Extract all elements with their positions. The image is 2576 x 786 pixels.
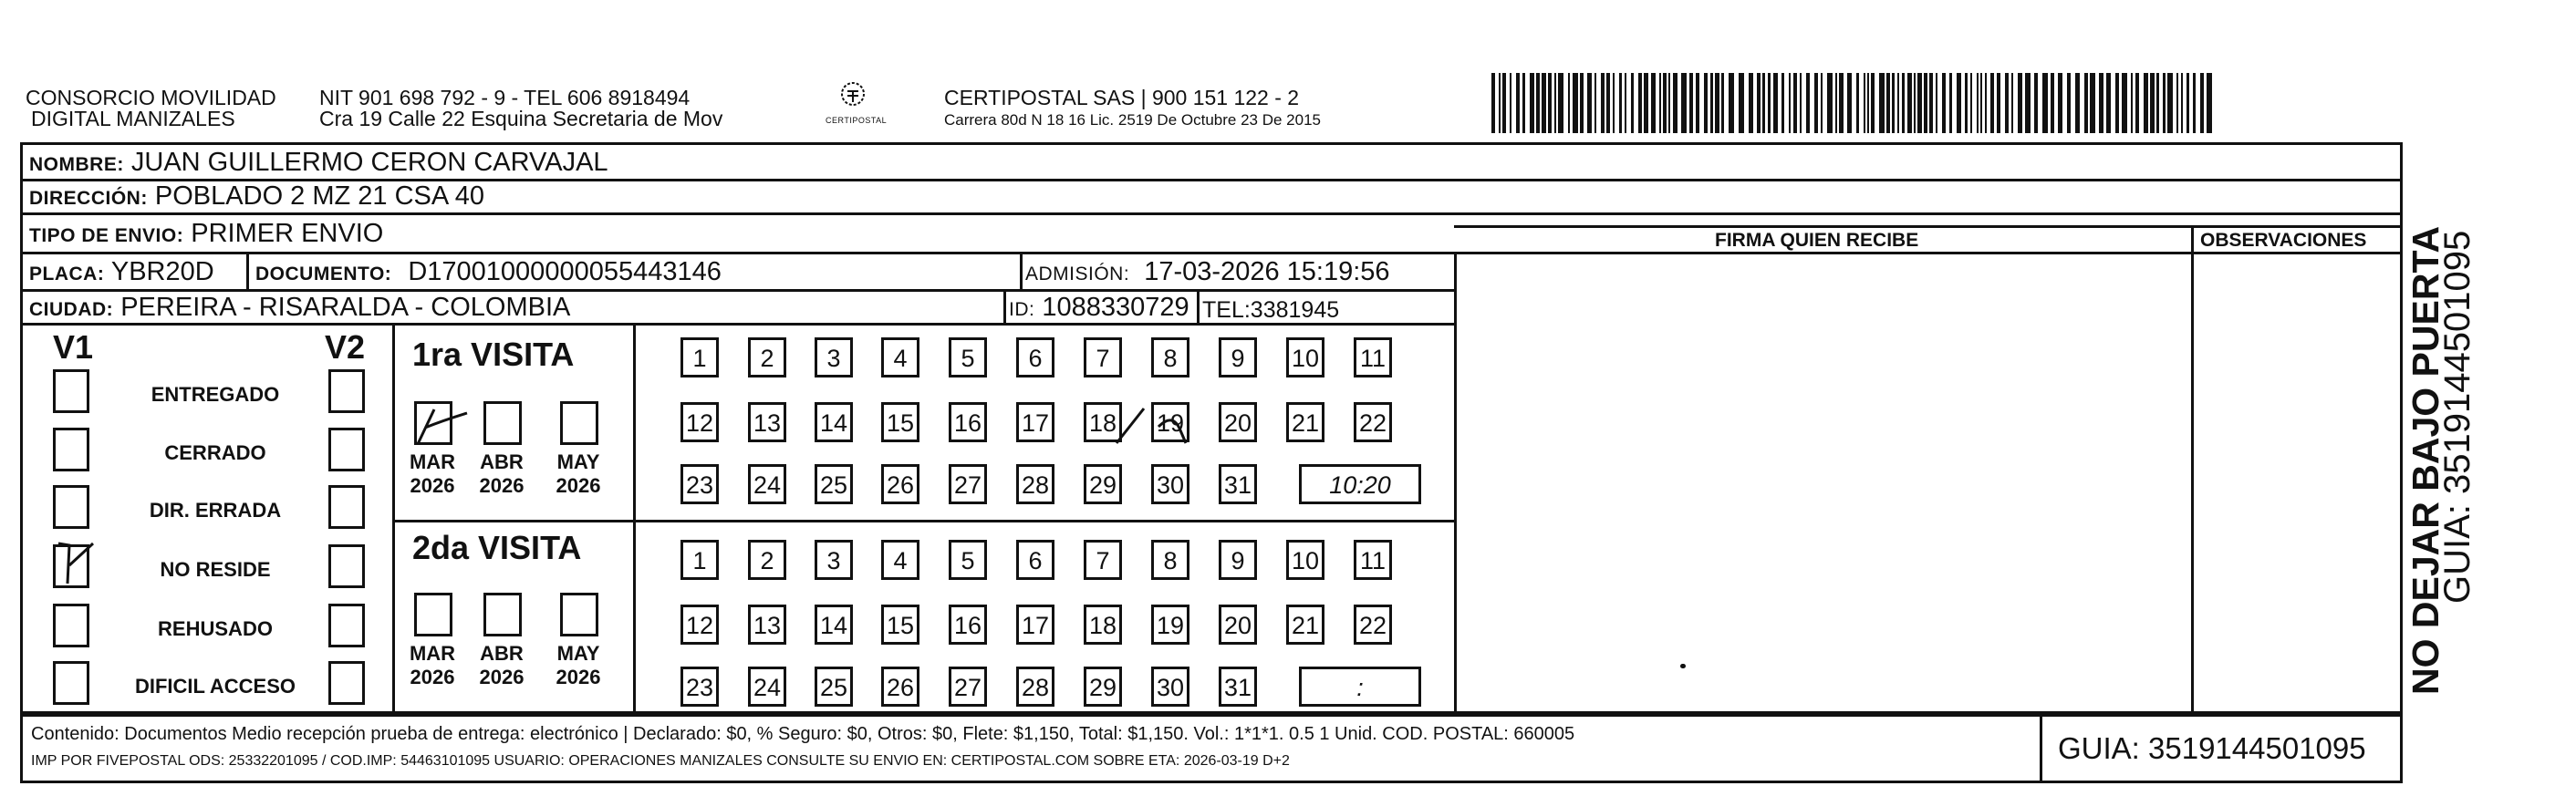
barcode-bar: [1917, 73, 1922, 133]
barcode-bar: [1806, 73, 1810, 133]
day-box-second[interactable]: 13: [748, 605, 786, 645]
day-box-first[interactable]: 26: [881, 464, 919, 504]
month-label: ABR: [480, 450, 524, 473]
barcode-bar: [2005, 73, 2009, 133]
barcode-bar: [1573, 73, 1578, 133]
nombre-value: JUAN GUILLERMO CERON CARVAJAL: [130, 148, 608, 177]
day-box-second[interactable]: 21: [1286, 605, 1324, 645]
day-box-first[interactable]: 3: [815, 337, 853, 377]
barcode-bar: [2122, 73, 2127, 133]
courier-name: CERTIPOSTAL SAS | 900 151 122 - 2: [944, 86, 1300, 109]
barcode-bar: [2144, 73, 2148, 133]
barcode-bar: [2131, 73, 2133, 133]
nombre-label: NOMBRE:: [29, 154, 124, 175]
barcode-bar: [1997, 73, 2000, 133]
day-box-first[interactable]: 13: [748, 402, 786, 442]
barcode-bar: [1789, 73, 1791, 133]
ciudad-row: [29, 293, 570, 325]
v1-checkbox[interactable]: [53, 661, 89, 705]
barcode-bar: [2163, 73, 2166, 133]
logo-icon: [835, 80, 871, 111]
barcode-bar: [1739, 73, 1744, 133]
day-box-first[interactable]: 4: [881, 337, 919, 377]
barcode-bar: [1681, 73, 1687, 133]
barcode-bar: [1914, 73, 1916, 133]
day-box-first[interactable]: 18: [1084, 402, 1122, 442]
barcode-bar: [1773, 73, 1778, 133]
courier-logo: [826, 80, 888, 125]
barcode-bar: [1580, 73, 1584, 133]
v1-checkbox[interactable]: [53, 428, 89, 471]
barcode-bar: [2034, 73, 2038, 133]
barcode-bar: [1536, 73, 1540, 133]
placa-row: [29, 257, 214, 289]
day-box-first[interactable]: 15: [881, 402, 919, 442]
checkmark-mar-icon: [407, 397, 480, 451]
v1-checkbox[interactable]: [53, 369, 89, 413]
day-box-first[interactable]: 1: [680, 337, 719, 377]
status-label: REHUSADO: [158, 617, 273, 640]
day-box-first[interactable]: 19: [1151, 402, 1189, 442]
logo-text: CERTIPOSTAL: [826, 116, 888, 125]
day-box-second[interactable]: 11: [1354, 540, 1392, 580]
barcode-bar: [2067, 73, 2071, 133]
barcode-bar: [1601, 73, 1605, 133]
company-nit: NIT 901 698 792 - 9 - TEL 606 8918494: [319, 86, 691, 109]
day-box-first[interactable]: 25: [815, 464, 853, 504]
barcode-bar: [1522, 73, 1525, 133]
day-box-second[interactable]: 17: [1016, 605, 1054, 645]
status-label: ENTREGADO: [151, 383, 280, 406]
barcode-bar: [1781, 73, 1784, 133]
barcode-bar: [2099, 73, 2103, 133]
barcode-bar: [1924, 73, 1927, 133]
barcode-bar: [1970, 73, 1972, 133]
tipo-row: [29, 219, 383, 251]
barcode-bar: [1749, 73, 1753, 133]
id-label: ID:: [1009, 299, 1035, 320]
barcode-bar: [2075, 73, 2080, 133]
month-label: MAR: [409, 450, 456, 473]
day-box-second[interactable]: 4: [881, 540, 919, 580]
footer-contents: Contenido: Documentos Medio recepción prueba de entrega: electrónico | Declarado: $0, % Seguro: $0, Otros: $0, Flete: $1,150, Total: $1,150. Vol.: 1*1*1. 0.5 1 Unid. COD. POSTAL: 660005: [31, 724, 1575, 744]
day-box-second[interactable]: 27: [949, 667, 987, 707]
day-box-second[interactable]: 19: [1151, 605, 1189, 645]
barcode-bar: [1814, 73, 1818, 133]
documento-label: DOCUMENTO:: [255, 264, 392, 284]
barcode-bar: [2011, 73, 2013, 133]
barcode-bar: [1839, 73, 1844, 133]
tel-label: TEL:: [1202, 297, 1251, 323]
month-checkbox-first[interactable]: [560, 401, 598, 445]
day-box-first[interactable]: 30: [1151, 464, 1189, 504]
barcode-bar: [1613, 73, 1615, 133]
day-box-first[interactable]: 14: [815, 402, 853, 442]
day-box-first[interactable]: 11: [1354, 337, 1392, 377]
day-box-first[interactable]: 23: [680, 464, 719, 504]
barcode-bar: [1587, 73, 1592, 133]
second-visit-title: 2da VISITA: [412, 529, 582, 566]
company-address: Cra 19 Calle 22 Esquina Secretaria de Mov: [319, 107, 723, 130]
v1-checkbox[interactable]: [53, 604, 89, 647]
checkmark-no-reside-icon: [53, 538, 108, 593]
month-label: MAY: [556, 450, 600, 473]
day-box-second[interactable]: 1: [680, 540, 719, 580]
day-box-second[interactable]: 12: [680, 605, 719, 645]
day-box-first[interactable]: 29: [1084, 464, 1122, 504]
barcode-bar: [1696, 73, 1699, 133]
barcode-bar: [1704, 73, 1708, 133]
barcode-bar: [1902, 73, 1905, 133]
barcode-bar: [1957, 73, 1961, 133]
barcode-bar: [2084, 73, 2088, 133]
v2-checkbox[interactable]: [328, 661, 365, 705]
strike-days-icon: [1104, 403, 1213, 449]
day-box-second[interactable]: 9: [1219, 540, 1257, 580]
barcode-bar: [2176, 73, 2178, 133]
barcode-bar: [1879, 73, 1885, 133]
barcode-bar: [1491, 73, 1495, 133]
v2-checkbox[interactable]: [328, 369, 365, 413]
nombre-row: [29, 148, 608, 180]
barcode-bar: [2181, 73, 2183, 133]
status-label: DIR. ERRADA: [149, 499, 282, 522]
barcode-bar: [2186, 73, 2189, 133]
day-box-second[interactable]: 7: [1084, 540, 1122, 580]
v2-checkbox[interactable]: [328, 485, 365, 529]
day-box-first[interactable]: 10: [1286, 337, 1324, 377]
month-label: ABR: [480, 642, 524, 665]
day-box-second[interactable]: 20: [1219, 605, 1257, 645]
barcode-bar: [1619, 73, 1622, 133]
v2-checkbox[interactable]: [328, 544, 365, 588]
month-checkbox-second[interactable]: [483, 593, 522, 636]
barcode-bar: [1886, 73, 1890, 133]
barcode-bar: [1827, 73, 1833, 133]
barcode-bar: [1990, 73, 1994, 133]
barcode-bar: [1762, 73, 1765, 133]
day-box-second[interactable]: 25: [815, 667, 853, 707]
barcode-bar: [1710, 73, 1713, 133]
observaciones-header: OBSERVACIONES: [2200, 230, 2367, 251]
v1-checkbox[interactable]: [53, 485, 89, 529]
barcode-bar: [1499, 73, 1501, 133]
barcode-bar: [1729, 73, 1734, 133]
barcode-bar: [1864, 73, 1865, 133]
time-box-second[interactable]: :: [1299, 667, 1421, 707]
barcode-bar: [1871, 73, 1875, 133]
tel-row: [1202, 295, 1339, 325]
company-name-line1: CONSORCIO MOVILIDAD: [26, 86, 276, 109]
year-label: 2026: [410, 474, 455, 497]
barcode-bar: [1663, 73, 1667, 133]
direccion-row: [29, 181, 484, 213]
day-box-first[interactable]: 12: [680, 402, 719, 442]
barcode-bar: [1721, 73, 1724, 133]
barcode-bar: [1625, 73, 1626, 133]
v2-checkbox[interactable]: [328, 428, 365, 471]
barcode-bar: [1530, 73, 1534, 133]
month-label: MAR: [409, 642, 456, 665]
day-box-second[interactable]: 18: [1084, 605, 1122, 645]
barcode-bar: [2025, 73, 2031, 133]
month-checkbox-second[interactable]: [560, 593, 598, 636]
courier-address: Carrera 80d N 18 16 Lic. 2519 De Octubre 23 De 2015: [944, 111, 1321, 129]
year-label: 2026: [556, 666, 601, 688]
barcode-bar: [1980, 73, 1982, 133]
barcode-bar: [1936, 73, 1937, 133]
barcode-bar: [1867, 73, 1869, 133]
id-row: [1009, 293, 1189, 325]
year-label: 2026: [479, 474, 525, 497]
barcode-bar: [2115, 73, 2119, 133]
barcode-bar: [1606, 73, 1610, 133]
day-box-second[interactable]: 31: [1219, 667, 1257, 707]
day-box-second[interactable]: 10: [1286, 540, 1324, 580]
admision-label: ADMISIÓN:: [1025, 264, 1130, 284]
barcode-bar: [1659, 73, 1661, 133]
barcode-bar: [1644, 73, 1648, 133]
day-box-first[interactable]: 20: [1219, 402, 1257, 442]
barcode-bar: [1516, 73, 1520, 133]
barcode-bar: [2051, 73, 2054, 133]
first-visit-title: 1ra VISITA: [412, 336, 575, 373]
tipo-value: PRIMER ENVIO: [191, 219, 384, 248]
day-box-second[interactable]: 6: [1016, 540, 1054, 580]
day-box-second[interactable]: 24: [748, 667, 786, 707]
footer-print-info: IMP POR FIVEPOSTAL ODS: 25332201095 / COD.IMP: 54463101095 USUARIO: OPERACIONES MANIZALES CONSULTE SU ENVIO EN: CERTIPOSTAL.COM SOBRE ETA: 2026-03-19 D+2: [31, 753, 1290, 769]
ink-dot: [1680, 664, 1686, 668]
barcode-bar: [1793, 73, 1797, 133]
barcode-bar: [1558, 73, 1563, 133]
barcode-bar: [1502, 73, 1506, 133]
status-label: DIFICIL ACCESO: [134, 675, 296, 698]
v2-header: V2: [325, 328, 366, 366]
day-box-second[interactable]: 2: [748, 540, 786, 580]
firma-header: FIRMA QUIEN RECIBE: [1715, 230, 1919, 251]
placa-label: PLACA:: [29, 264, 105, 284]
barcode-bar: [1929, 73, 1933, 133]
barcode-bar: [1689, 73, 1693, 133]
day-box-first[interactable]: 21: [1286, 402, 1324, 442]
status-label: NO RESIDE: [160, 558, 271, 581]
day-box-first[interactable]: 9: [1219, 337, 1257, 377]
barcode-bar: [2193, 73, 2196, 133]
barcode-bar: [1977, 73, 1979, 133]
company-name-line2: DIGITAL MANIZALES: [31, 107, 235, 130]
barcode-bar: [1942, 73, 1946, 133]
day-box-first[interactable]: 8: [1151, 337, 1189, 377]
day-box-second[interactable]: 29: [1084, 667, 1122, 707]
barcode-bar: [1897, 73, 1899, 133]
barcode-bar: [1856, 73, 1859, 133]
barcode-bar: [1768, 73, 1771, 133]
barcode-bar: [1568, 73, 1570, 133]
barcode-bar: [1510, 73, 1511, 133]
v2-checkbox[interactable]: [328, 604, 365, 647]
day-box-second[interactable]: 26: [881, 667, 919, 707]
barcode-bar: [2200, 73, 2204, 133]
admision-row: [1025, 257, 1390, 289]
barcode-bar: [1631, 73, 1634, 133]
tipo-label: TIPO DE ENVIO:: [29, 225, 184, 246]
barcode-bar: [1715, 73, 1719, 133]
day-box-second[interactable]: 14: [815, 605, 853, 645]
barcode-bar: [1668, 73, 1670, 133]
month-label: MAY: [556, 642, 600, 665]
day-box-second[interactable]: 16: [949, 605, 987, 645]
barcode-bar: [1892, 73, 1895, 133]
barcode-bar: [2207, 73, 2212, 133]
side-warning: NO DEJAR BAJO PUERTA: [2405, 225, 2446, 695]
barcode-bar: [2090, 73, 2095, 133]
day-box-second[interactable]: 28: [1016, 667, 1054, 707]
barcode-bar: [2150, 73, 2155, 133]
barcode-bar: [1757, 73, 1761, 133]
year-label: 2026: [556, 474, 601, 497]
direccion-label: DIRECCIÓN:: [29, 188, 148, 209]
barcode-bar: [2156, 73, 2159, 133]
barcode-bar: [1673, 73, 1678, 133]
barcode-bar: [2018, 73, 2022, 133]
barcode-bar: [1965, 73, 1968, 133]
barcode-bar: [1542, 73, 1546, 133]
barcode-bar: [2135, 73, 2139, 133]
documento-row: [255, 257, 722, 289]
footer-guia: GUIA: 3519144501095: [2058, 731, 2366, 765]
day-box-first[interactable]: 17: [1016, 402, 1054, 442]
status-label: CERRADO: [164, 441, 266, 464]
barcode-bar: [1907, 73, 1912, 133]
day-box-second[interactable]: 15: [881, 605, 919, 645]
day-box-second[interactable]: 30: [1151, 667, 1189, 707]
day-box-first[interactable]: 27: [949, 464, 987, 504]
side-guia: GUIA: 3519144501095: [2437, 230, 2477, 604]
day-box-first[interactable]: 5: [949, 337, 987, 377]
barcode-bar: [2042, 73, 2048, 133]
direccion-value: POBLADO 2 MZ 21 CSA 40: [154, 181, 484, 211]
barcode-bar: [2106, 73, 2111, 133]
admision-value: 17-03-2026 15:19:56: [1144, 257, 1390, 286]
day-box-second[interactable]: 22: [1354, 605, 1392, 645]
barcode-bar: [2167, 73, 2173, 133]
documento-value: D17001000000055443146: [408, 257, 722, 286]
barcode-bar: [1949, 73, 1952, 133]
placa-value: YBR20D: [110, 257, 214, 286]
barcode-bar: [1821, 73, 1823, 133]
day-box-first[interactable]: 2: [748, 337, 786, 377]
barcode-bar: [1594, 73, 1596, 133]
barcode-bar: [1548, 73, 1552, 133]
tel-value: 3381945: [1250, 297, 1340, 323]
barcode-bar: [1651, 73, 1656, 133]
day-box-second[interactable]: 3: [815, 540, 853, 580]
day-box-first[interactable]: 6: [1016, 337, 1054, 377]
barcode-bar: [1985, 73, 1987, 133]
year-label: 2026: [479, 666, 525, 688]
month-checkbox-second[interactable]: [414, 593, 452, 636]
year-label: 2026: [410, 666, 455, 688]
day-box-first[interactable]: 31: [1219, 464, 1257, 504]
v1-header: V1: [53, 328, 94, 366]
day-box-second[interactable]: 8: [1151, 540, 1189, 580]
month-checkbox-first[interactable]: [483, 401, 522, 445]
day-box-first[interactable]: 16: [949, 402, 987, 442]
id-value: 1088330729: [1042, 293, 1189, 322]
barcode-bar: [1835, 73, 1837, 133]
time-box-first[interactable]: 10:20: [1299, 464, 1421, 504]
barcode-bar: [1800, 73, 1802, 133]
day-box-second[interactable]: 23: [680, 667, 719, 707]
barcode: [1491, 0, 2221, 137]
barcode-bar: [1847, 73, 1852, 133]
barcode-bar: [1554, 73, 1556, 133]
barcode-bar: [1638, 73, 1642, 133]
day-box-first[interactable]: 7: [1084, 337, 1122, 377]
day-box-first[interactable]: 22: [1354, 402, 1392, 442]
day-box-second[interactable]: 5: [949, 540, 987, 580]
ciudad-label: CIUDAD:: [29, 299, 114, 320]
barcode-bar: [2058, 73, 2062, 133]
day-box-first[interactable]: 28: [1016, 464, 1054, 504]
day-box-first[interactable]: 24: [748, 464, 786, 504]
ciudad-value: PEREIRA - RISARALDA - COLOMBIA: [120, 293, 571, 322]
